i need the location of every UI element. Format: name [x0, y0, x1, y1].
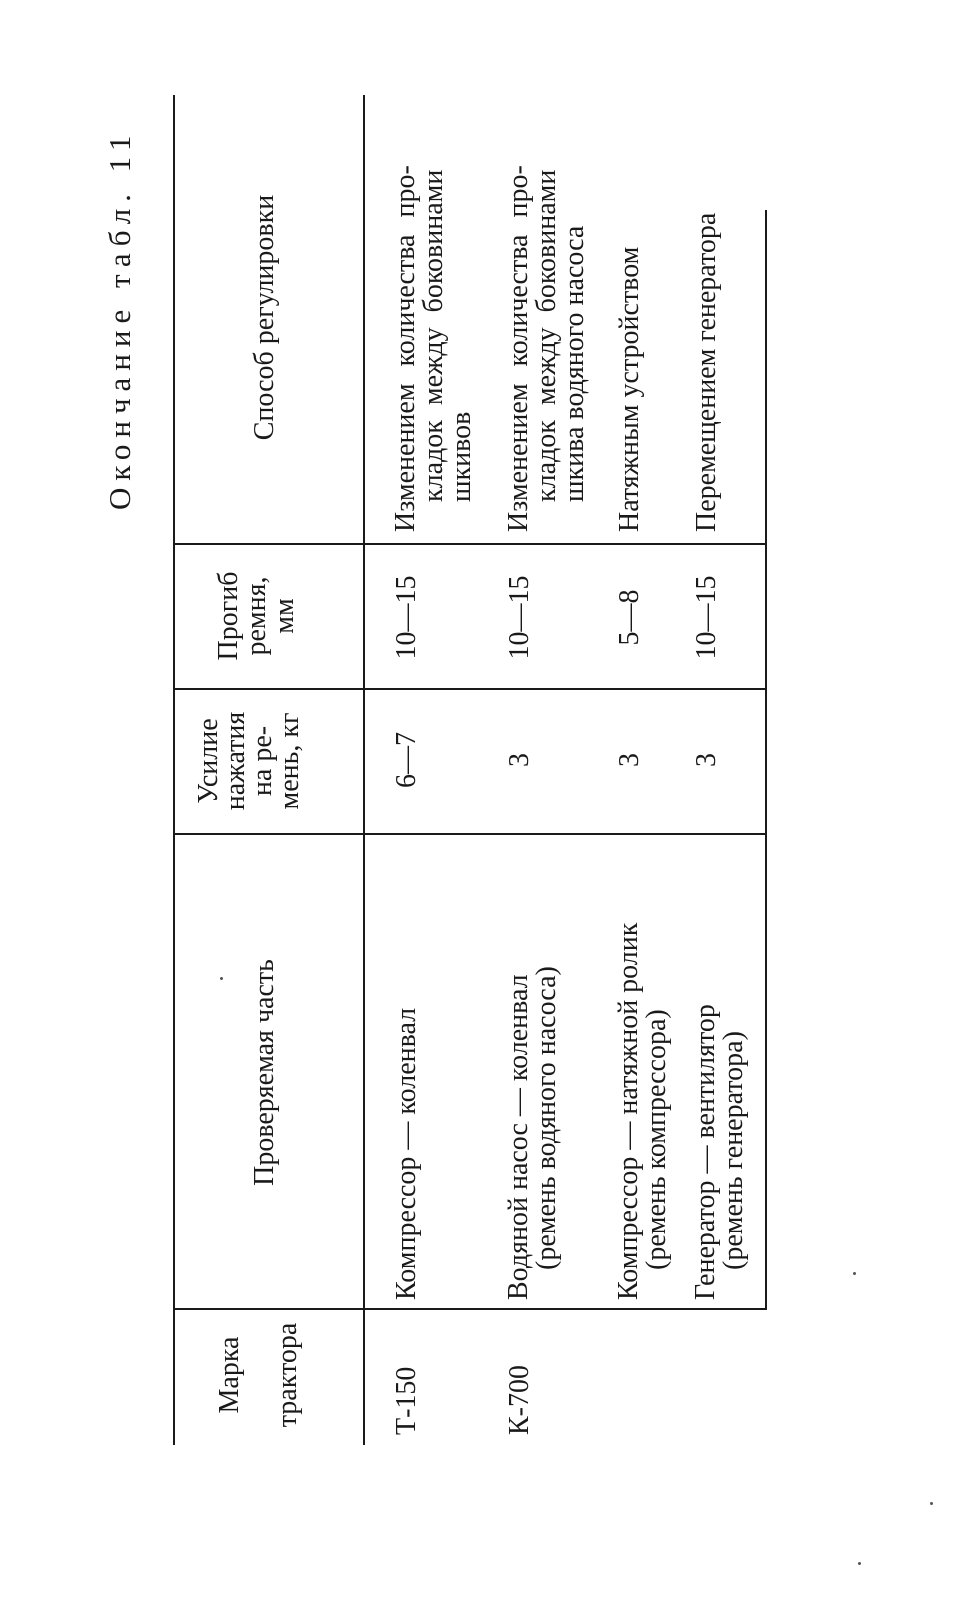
- row-2-method-line-3: шкива водяного насоса: [559, 225, 590, 502]
- row-1-method-line-3: шкивов: [446, 411, 477, 502]
- header-deflection: [215, 547, 299, 685]
- row-2-brand: К-700: [504, 1365, 535, 1435]
- header-deflection-line-2: ремня,: [241, 576, 272, 656]
- row-1-method: [392, 165, 476, 532]
- row-3-part-line-2: (ремень компрессора): [641, 1009, 672, 1270]
- header-deflection-line-3: мм: [269, 598, 300, 634]
- header-part: Проверяемая часть: [249, 959, 280, 1186]
- scan-speck: [930, 1502, 933, 1505]
- row-4-method-line-1: Перемещением генератора: [691, 212, 722, 532]
- row-2-force: 3: [504, 753, 535, 767]
- row-1-method-line-1: Изменением количества про-: [390, 165, 421, 532]
- body-divider-3: [363, 688, 765, 690]
- header-force-line-4: мень, кг: [274, 712, 305, 810]
- row-1-part: [392, 1008, 422, 1300]
- header-force-line-1: Усилие: [193, 718, 224, 804]
- table-top-rule: [173, 95, 175, 1445]
- row-3-method-line-1: Натяжным устройством: [614, 246, 645, 532]
- header-force: [195, 692, 303, 830]
- row-4-part-line-2: (ремень генератора): [718, 1031, 749, 1270]
- scan-speck: [220, 977, 223, 980]
- header-force-line-3: на ре-: [247, 725, 278, 797]
- header-divider-3: [173, 688, 365, 690]
- row-2-method-line-2: кладок между боковинами: [531, 169, 562, 502]
- row-4-method: [692, 213, 722, 532]
- row-2-method: [505, 165, 589, 532]
- row-4-part: [692, 1004, 748, 1300]
- header-divider-1: [173, 1308, 365, 1310]
- header-divider-2: [173, 833, 365, 835]
- scan-speck: [858, 1562, 861, 1565]
- row-2-method-line-1: Изменением количества про-: [503, 165, 534, 532]
- table-caption: Окончание табл. 11: [102, 128, 137, 510]
- row-2-part-line-2: (ремень водяного насоса): [531, 966, 562, 1270]
- header-deflection-line-1: Прогиб: [213, 571, 244, 661]
- row-1-method-line-2: кладок между боковинами: [418, 169, 449, 502]
- header-bottom-rule: [363, 95, 365, 1445]
- scan-speck: [853, 1272, 856, 1275]
- row-2-part-line-1: Водяной насос — коленвал: [503, 974, 534, 1300]
- header-brand-line-1: Марка: [214, 1336, 245, 1414]
- row-4-deflection: 10—15: [691, 575, 722, 660]
- body-divider-1: [363, 1308, 765, 1310]
- row-1-deflection: 10—15: [391, 575, 422, 660]
- row-3-deflection: 5—8: [614, 589, 645, 646]
- body-divider-4: [363, 543, 765, 545]
- row-3-part: [615, 923, 671, 1300]
- header-method: Способ регулировки: [249, 194, 280, 441]
- row-3-method: [615, 247, 645, 532]
- row-3-part-line-1: Компрессор — натяжной ролик: [613, 922, 644, 1300]
- table-bottom-rule-left: [765, 210, 767, 1310]
- row-4-part-line-1: Генератор — вентилятор: [690, 1004, 721, 1300]
- header-brand-line-2: трактора: [272, 1322, 303, 1428]
- body-divider-2: [363, 833, 765, 835]
- header-brand: [215, 1315, 303, 1435]
- header-divider-4: [173, 543, 365, 545]
- row-2-deflection: 10—15: [504, 575, 535, 660]
- header-force-line-2: нажатия: [220, 711, 251, 811]
- row-2-part: [505, 966, 561, 1300]
- row-1-force: 6—7: [391, 732, 422, 788]
- row-4-force: 3: [691, 753, 722, 767]
- row-3-force: 3: [614, 753, 645, 767]
- row-1-part-line-1: Компрессор — коленвал: [391, 1007, 422, 1300]
- row-1-brand: Т-150: [391, 1366, 422, 1435]
